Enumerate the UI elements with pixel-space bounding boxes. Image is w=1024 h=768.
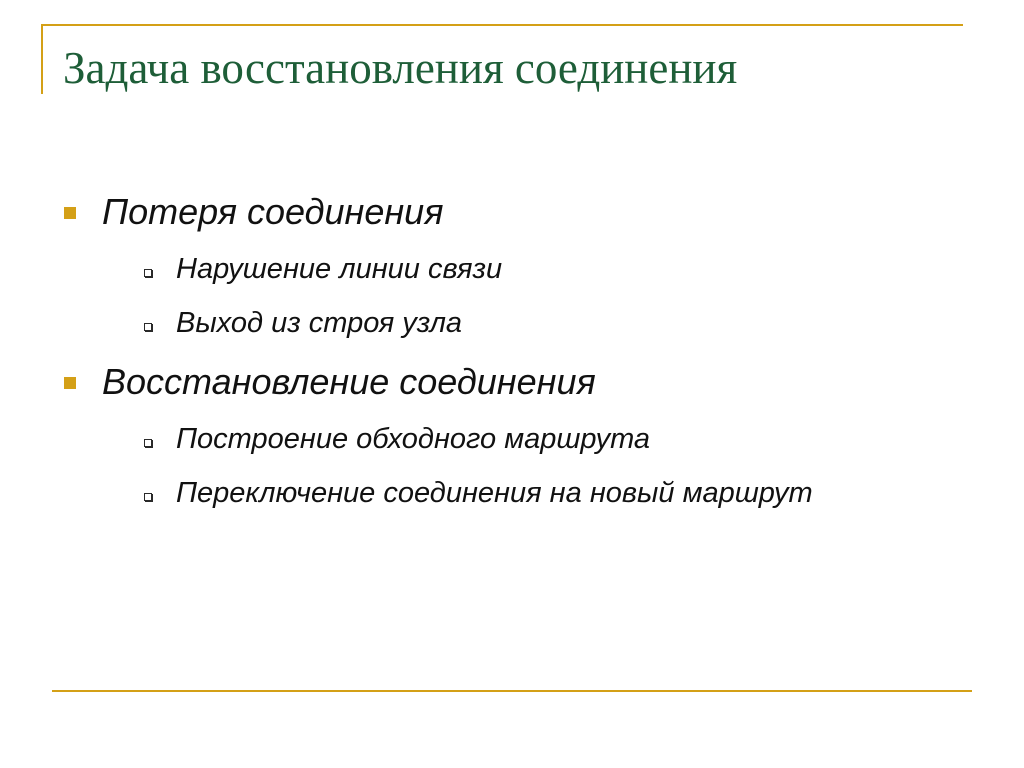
bullet-item <box>64 188 813 350</box>
sub-bullet-text: Построение обходного маршрута <box>176 423 651 455</box>
sub-bullet-item <box>104 466 813 520</box>
sub-bullet-text: Нарушение линии связи <box>176 253 503 285</box>
top-border-line <box>41 24 963 26</box>
hollow-square-bullet-icon <box>144 493 152 501</box>
sub-bullet-list <box>102 412 813 520</box>
sub-bullet-item <box>104 296 813 350</box>
sub-bullet-item <box>104 412 813 466</box>
bottom-border-line <box>52 690 972 692</box>
sub-bullet-item <box>104 242 813 296</box>
sub-bullet-text: Переключение соединения на новый маршрут <box>176 477 813 509</box>
bullet-list <box>64 188 813 528</box>
slide-title: Задача восстановления соединения <box>63 43 738 93</box>
sub-bullet-list <box>102 242 813 350</box>
hollow-square-bullet-icon <box>144 439 152 447</box>
square-bullet-icon <box>64 207 76 219</box>
square-bullet-icon <box>64 377 76 389</box>
hollow-square-bullet-icon <box>144 323 152 331</box>
bullet-text: Восстановление соединения <box>102 361 596 402</box>
bullet-item <box>64 358 813 520</box>
left-border-line <box>41 24 43 94</box>
hollow-square-bullet-icon <box>144 269 152 277</box>
bullet-text: Потеря соединения <box>102 191 444 232</box>
sub-bullet-text: Выход из строя узла <box>176 307 463 339</box>
